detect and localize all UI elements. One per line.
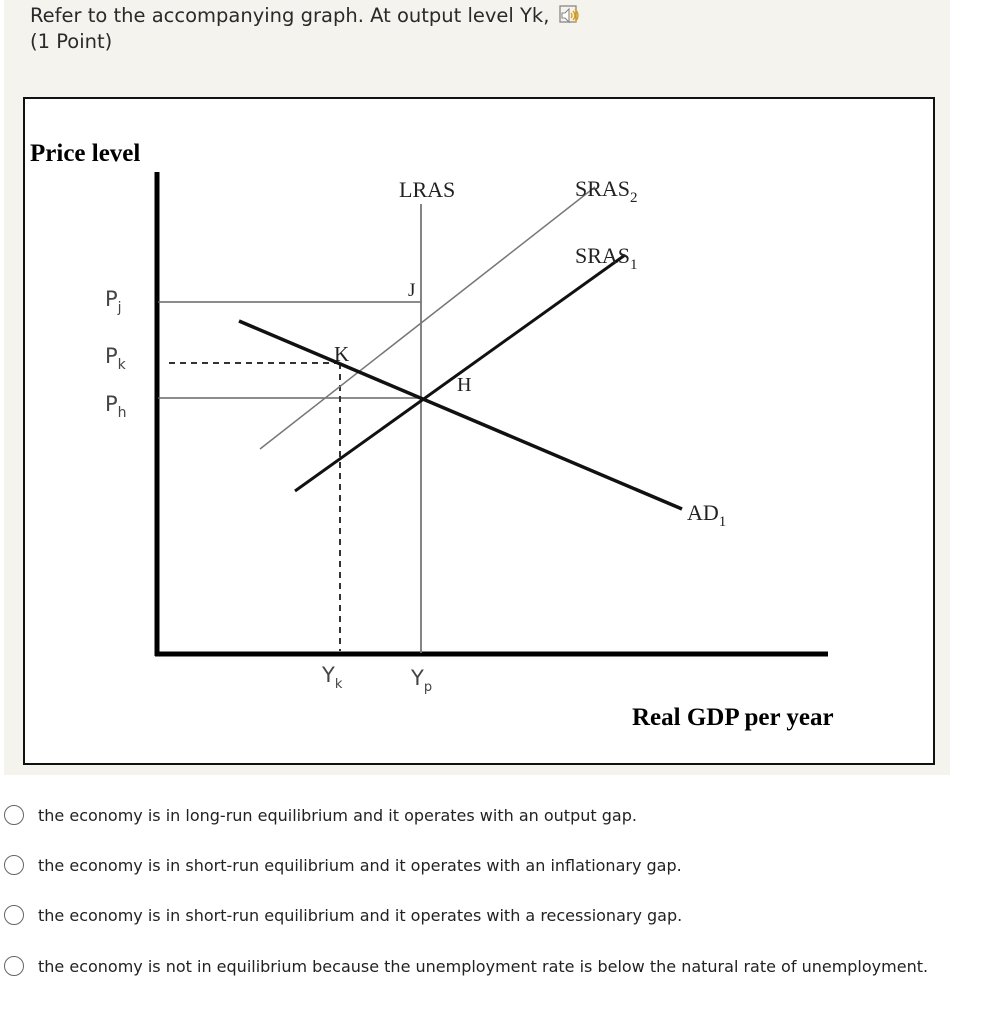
ad1-curve bbox=[239, 321, 682, 509]
economics-graph bbox=[25, 99, 937, 767]
answer-option-1[interactable] bbox=[4, 800, 637, 830]
sras1-label: $SRAS_1$ bbox=[575, 243, 638, 273]
sras2-label: $SRAS_2$ bbox=[575, 176, 638, 206]
option-label-2[interactable]: the economy is in short-run equilibrium and it operates with an inflationary gap. bbox=[38, 855, 682, 875]
ph-label: $P_h$ bbox=[105, 392, 127, 421]
question-panel bbox=[4, 0, 950, 775]
y-axis-label: Price level bbox=[30, 140, 141, 167]
point-k-label: K bbox=[334, 342, 350, 366]
radio-button-3[interactable] bbox=[4, 905, 24, 925]
question-text bbox=[30, 3, 583, 55]
sras1-curve bbox=[295, 255, 625, 491]
point-h-label: H bbox=[457, 374, 472, 396]
option-label-4[interactable]: the economy is not in equilibrium because the unemployment rate is below the natural rate of unemployment. bbox=[38, 956, 929, 976]
yp-label: $Y_p$ bbox=[411, 666, 433, 695]
answer-option-3[interactable] bbox=[4, 900, 682, 930]
radio-button-2[interactable] bbox=[4, 855, 24, 875]
ad1-label: $AD_1$ bbox=[687, 500, 727, 530]
question-prompt: Refer to the accompanying graph. At output level Yk, bbox=[30, 4, 550, 27]
radio-button-1[interactable] bbox=[4, 805, 24, 825]
answer-option-2[interactable] bbox=[4, 850, 682, 880]
radio-button-4[interactable] bbox=[4, 956, 24, 976]
point-j-label: J bbox=[408, 280, 416, 301]
pj-label: $P_j$ bbox=[105, 287, 122, 316]
lras-label: LRAS bbox=[399, 177, 456, 202]
option-label-3[interactable]: the economy is in short-run equilibrium and it operates with a recessionary gap. bbox=[38, 905, 683, 925]
question-points: (1 Point) bbox=[30, 30, 113, 53]
sras2-curve bbox=[260, 187, 595, 449]
x-axis-label: Real GDP per year bbox=[632, 704, 834, 731]
speaker-icon[interactable] bbox=[559, 5, 583, 27]
graph-figure bbox=[23, 97, 935, 765]
answer-option-4[interactable] bbox=[4, 951, 928, 981]
yk-label: $Y_k$ bbox=[322, 663, 343, 692]
option-label-1[interactable]: the economy is in long-run equilibrium and it operates with an output gap. bbox=[38, 805, 637, 825]
pk-label: $P_k$ bbox=[105, 344, 126, 373]
